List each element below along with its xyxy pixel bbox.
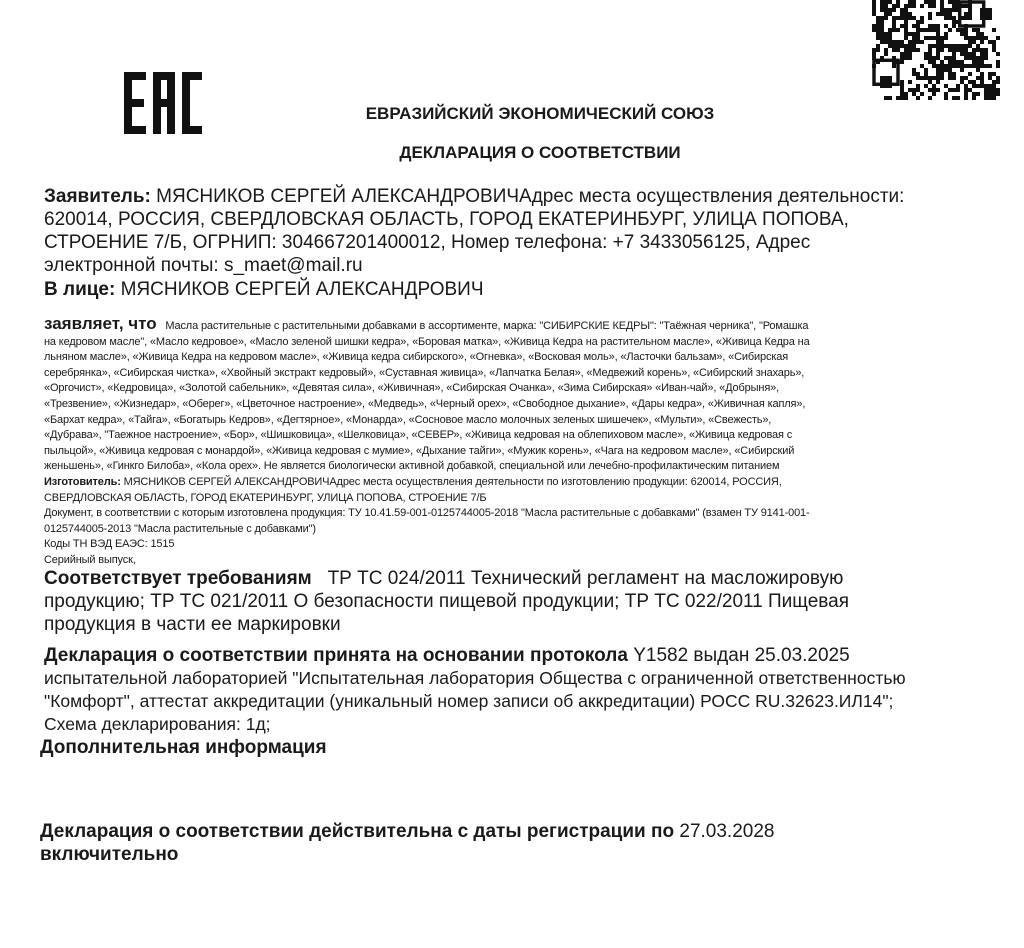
basis-section: [44, 644, 906, 736]
applicant-line: электронной почты: s_maet@mail.ru: [44, 255, 363, 276]
hs-codes: Коды ТН ВЭД ЕАЭС: 1515: [44, 538, 175, 551]
eac-logo: [122, 70, 204, 136]
product-line: пыльцой», «Живица кедровая с монардой», «Живица кедровая с мумие», «Дыхание тайги», «Мужик корень», «Чага на кедровом масле», «Сибирский: [44, 444, 795, 457]
declares-label: заявляет, что: [44, 314, 157, 333]
requirements-label: Соответствует требованиям: [44, 568, 312, 589]
product-line: «Оргочист», «Кедровица», «Золотой сабельник», «Девятая сила», «Живичная», «Сибирская Очанка», «Зима Сибирская» «Иван-чай», «Добрыня»,: [44, 382, 779, 395]
manufacturer-label: Изготовитель:: [44, 475, 121, 488]
product-line: «Дубрава», "Таежное настроение», «Бор», «Шишковица», «Шелковица», «СЕВЕР», «Живица кедровая на облепиховом масле», «Живица кедровая с: [44, 429, 793, 442]
requirements-line: продукцию; ТР ТС 021/2011 О безопасности пищевой продукции; ТР ТС 022/2011 Пищевая: [44, 591, 850, 612]
basis-line: "Комфорт", аттестат аккредитации (уникальный номер записи об аккредитации) РОСС RU.32623.ИЛ14";: [44, 691, 894, 711]
qr-code: [872, 0, 1000, 100]
product-line: на кедровом масле", «Масло кедровое», «Масло зеленой шишки кедра», «Боровая матка», «Живица Кедра на растительном масле», «Живица Кедра на: [44, 335, 810, 348]
document-line: Документ, в соответствии с которым изготовлена продукция: ТУ 10.41.59-001-0125744005-2018 "Масла растительные с добавками" (взамен ТУ 9141-001-: [44, 507, 810, 520]
product-line: серебрянка», «Сибирская чистка», «Хвойный экстракт кедровый», «Суставная живица», «Лапчатка Белая», «Медвежий корень», «Сибирский знахарь»,: [44, 366, 805, 379]
validity-date: 27.03.2028: [679, 821, 775, 842]
validity-label: Декларация о соответствии действительна с даты регистрации по: [40, 821, 675, 842]
serial-production: Серийный выпуск,: [44, 553, 136, 566]
manufacturer-line: МЯСНИКОВ СЕРГЕЙ АЛЕКСАНДРОВИЧАдрес места осуществления деятельности по изготовлению продукции: 620014, РОССИЯ,: [123, 475, 782, 488]
document-title: ДЕКЛАРАЦИЯ О СООТВЕТСТВИИ: [399, 143, 681, 162]
validity-suffix: включительно: [40, 844, 179, 865]
basis-line: испытательной лабораторией "Испытательная лаборатория Общества с ограниченной ответственностью: [44, 668, 906, 688]
product-line: женьшень», «Гинкго Билоба», «Кола орех». Не является биологически активной добавкой, специальной или лечебно-профилактическим питанием: [44, 460, 780, 473]
validity-section: [40, 820, 774, 866]
basis-label: Декларация о соответствии принята на основании протокола: [44, 645, 628, 666]
declares-section: [44, 316, 810, 569]
basis-line: Y1582 выдан 25.03.2025: [633, 645, 850, 666]
person-label: В лице:: [44, 279, 116, 300]
requirements-line: ТР ТС 024/2011 Технический регламент на масложировую: [327, 568, 844, 589]
requirements-section: [44, 567, 849, 636]
product-line: льняном масле», «Живица Кедра на кедровом масле», «Живица кедра сибирского», «Огневка», «Восковая моль», «Ласточки бальзам», «Сибирская: [44, 351, 789, 364]
product-line: «Бархат кедра», «Тайга», «Богатырь Кедров», «Дегтярное», «Монарда», «Сосновое масло молочных зеленых шишечек», «Мульти», «Свежесть»,: [44, 413, 772, 426]
applicant-line: 620014, РОССИЯ, СВЕРДЛОВСКАЯ ОБЛАСТЬ, ГОРОД ЕКАТЕРИНБУРГ, УЛИЦА ПОПОВА,: [44, 209, 849, 230]
applicant-line: МЯСНИКОВ СЕРГЕЙ АЛЕКСАНДРОВИЧАдрес места осуществления деятельности:: [156, 186, 905, 207]
product-line: Масла растительные с растительными добавками в ассортименте, марка: "СИБИРСКИЕ КЕДРЫ": "Таёжная черника", "Ромашка: [165, 320, 809, 332]
additional-info-heading: Дополнительная информация: [40, 737, 327, 758]
manufacturer-line: СВЕРДЛОВСКАЯ ОБЛАСТЬ, ГОРОД ЕКАТЕРИНБУРГ, УЛИЦА ПОПОВА, СТРОЕНИЕ 7/Б: [44, 491, 487, 504]
document-line: 0125744005-2013 "Масла растительные с добавками"): [44, 522, 316, 535]
union-title: ЕВРАЗИЙСКИЙ ЭКОНОМИЧЕСКИЙ СОЮЗ: [365, 104, 715, 123]
basis-line: Схема декларирования: 1д;: [44, 714, 271, 734]
applicant-section: [44, 185, 904, 301]
product-line: «Трезвение», «Жизнедар», «Оберег», «Цветочное настроение», «Медведь», «Черный орех», «Свободное дыхание», «Дары кедра», «Живичная капля»,: [44, 397, 806, 410]
applicant-line: СТРОЕНИЕ 7/Б, ОГРНИП: 304667201400012, Номер телефона: +7 3433056125, Адрес: [44, 232, 811, 253]
person-value: МЯСНИКОВ СЕРГЕЙ АЛЕКСАНДРОВИЧ: [120, 279, 484, 300]
applicant-label: Заявитель:: [44, 186, 151, 207]
requirements-line: продукция в части ее маркировки: [44, 614, 341, 635]
